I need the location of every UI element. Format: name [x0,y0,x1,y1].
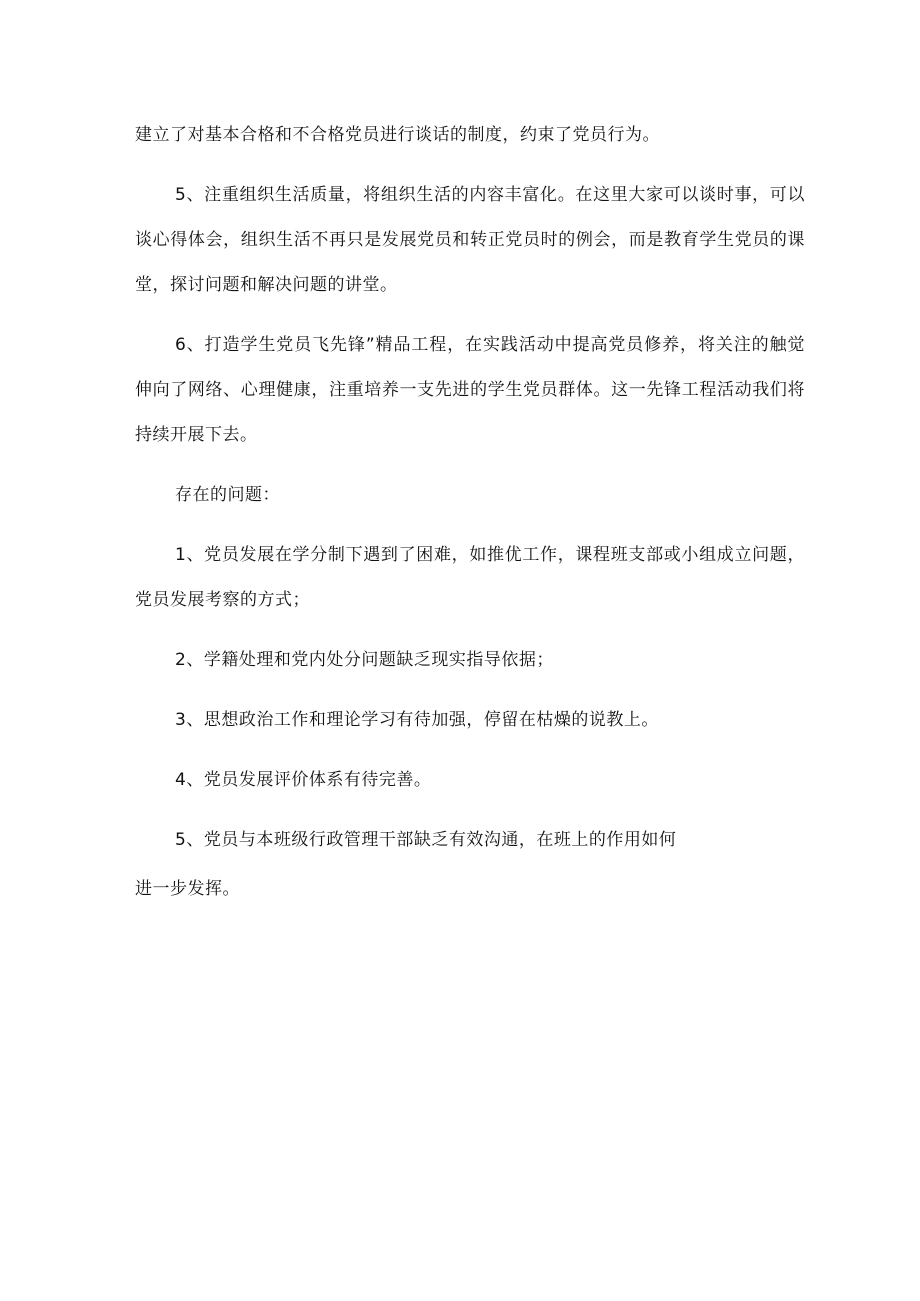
problem-item-1: 1、党员发展在学分制下遇到了困难，如推优工作，课程班支部或小组成立问题，党员发展考察的方式； [135,545,805,610]
document-body [135,113,805,927]
problem-item-3: 3、思想政治工作和理论学习有待加强，停留在枯燥的说教上。 [175,710,659,730]
problem-item-2: 2、学籍处理和党内处分问题缺乏现实指导依据； [175,650,554,670]
problem-item-4: 4、党员发展评价体系有待完善。 [175,770,432,790]
problem-item-5: 5、党员与本班级行政管理干部缺乏有效沟通，在班上的作用如何 [175,830,677,850]
section-heading-problems: 存在的问题： [175,485,280,505]
paragraph-continuation: 建立了对基本合格和不合格党员进行谈话的制度，约束了党员行为。 [135,125,660,145]
paragraph-item-5-organization-life: 5、注重组织生活质量，将组织生活的内容丰富化。在这里大家可以谈时事，可以谈心得体会，组织生活不再只是发展党员和转正党员时的例会，而是教育学生党员的课堂，探讨问题和解决问题的讲堂。 [135,185,805,295]
problem-item-5-continuation: 进一步发挥。 [135,879,240,899]
paragraph-item-6-vanguard-project: 6、打造学生党员飞先锋”精品工程，在实践活动中提高党员修养，将关注的触觉伸向了网络、心理健康，注重培养一支先进的学生党员群体。这一先锋工程活动我们将持续开展下去。 [135,335,805,445]
